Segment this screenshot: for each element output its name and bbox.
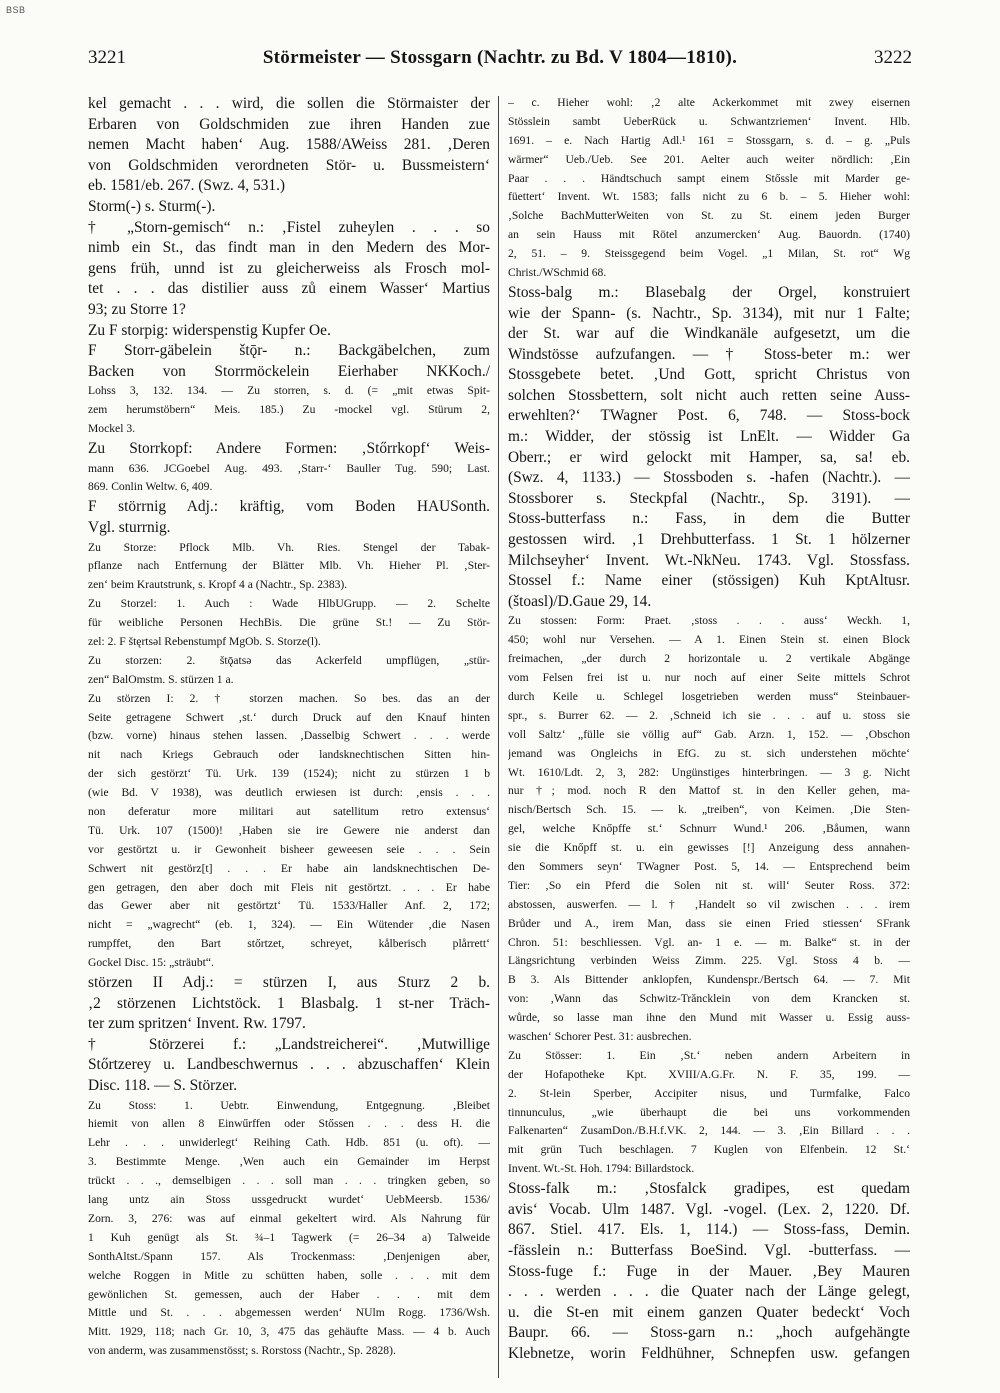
text-line: Stoss-balg m.: Blasebalg der Orgel, konstruiert bbox=[508, 283, 910, 301]
text-line: Falkenarten“ ZusamDon./B.H.f.VK. 2, 144. — 3. ‚Ein Billard . . . bbox=[508, 1124, 910, 1138]
text-line: eb. 1581/eb. 267. (Swz. 4, 531.) bbox=[88, 177, 286, 195]
text-line: Mitt. 1929, 118; nach Gr. 10, 3, 475 das gehäufte Mass. — 4 b. Auch bbox=[88, 1325, 490, 1339]
text-line: Zu Stösser: 1. Ein ‚St.‘ neben andern Arbeitern in bbox=[508, 1048, 910, 1062]
text-line: Backen von Storrmöckelein Eierhaber NKKoch./ bbox=[88, 362, 490, 380]
text-line: tet . . . das distilier auss zů einem Wasser‘ Martius bbox=[88, 280, 490, 298]
text-line: 450; wohl nur Versehen. — A 1. Einen Stein st. einen Block bbox=[508, 633, 910, 647]
text-line: Erbaren von Goldschmiden zue ihren Handen zue bbox=[88, 115, 490, 133]
text-line: (štoasl)/D.Gaue 29, 14. bbox=[508, 592, 652, 610]
text-line: nimb ein St., das findt man in den Medern des Mor- bbox=[88, 239, 490, 257]
text-line: erwehlten?‘ TWagner Post. 6, 748. — Stoss-bock bbox=[508, 407, 910, 425]
text-line: Paar . . . Händtschuch sampt einem Stőssle mit Marder ge- bbox=[508, 171, 910, 185]
text-line: Lohss 3, 132. 134. — Zu storren, s. d. (= „mit etwas Spit- bbox=[88, 384, 490, 398]
text-line: durch Keile u. Schlegel losgetrieben werden muss“ Steinbauer- bbox=[508, 689, 910, 703]
text-line: Gockel Disc. 15: „sträubt“. bbox=[88, 956, 214, 970]
page-header bbox=[88, 47, 912, 77]
text-line: (bzw. vorne) hinaus stehen lassen. ‚Dasselbig Schwert . . . werde bbox=[88, 729, 490, 743]
text-line: der sich gestörzt‘ Tü. Urk. 139 (1524); nicht zu stürzen 1 b bbox=[88, 767, 490, 781]
text-line: gen getragen, den aber doch mit Fleis nit gestörtzt. . . . Er habe bbox=[88, 880, 490, 894]
text-line: der St. war auf die Windkanäle aufgesetzt, um die bbox=[508, 325, 910, 343]
text-line: welche Roggen in Mitle zu schütten haben, solle . . . mit dem bbox=[88, 1268, 490, 1282]
text-line: nur †; mod. noch R den Mattof st. in den Keller gehen, ma- bbox=[508, 784, 910, 798]
right-text-column bbox=[508, 94, 910, 1364]
text-line: zem herumstöbern“ Meis. 185.) Zu -mockel vgl. Stürum 2, bbox=[88, 403, 490, 417]
text-line: wärmer“ Ueb./Ueb. See 201. Aelter auch weiter nördlich: ‚Ein bbox=[508, 152, 910, 166]
text-line: gestossen wird. ‚1 Drehbutterfass. 1 St. 1 hölzerner bbox=[508, 531, 910, 549]
column-divider bbox=[498, 96, 499, 1378]
text-line: Zu Stoss: 1. Uebtr. Einwendung, Entgegnung. ‚Bleibet bbox=[88, 1098, 490, 1112]
text-line: 3. Bestimmte Menge. ‚Wen auch ein Gemainder im Herpst bbox=[88, 1155, 490, 1169]
page-number-right: 3222 bbox=[874, 47, 912, 68]
text-line: trückt . . ., demselbigen . . . soll man . . . tringken geben, so bbox=[88, 1174, 490, 1188]
text-line: ‚2 störzenen Lichtstöck. 1 Blasbalg. 1 st-ner Träch- bbox=[88, 994, 490, 1012]
text-line: störzen II Adj.: = stürzen I, aus Sturz 2 b. bbox=[88, 974, 490, 992]
text-line: † „Storn-gemisch“ n.: ‚Fistel zuheylen . . . so bbox=[88, 218, 490, 236]
text-line: pflanze nach Entfernung der Blätter Mlb. Vh. Hieher Pl. ‚Ster- bbox=[88, 559, 490, 573]
text-line: waschen‘ Schorer Pest. 31: ausbrechen. bbox=[508, 1030, 692, 1043]
text-line: Zu storzen: 2. štǭatsə das Ackerfeld umpflügen, „stür- bbox=[88, 653, 490, 667]
text-line: von: ‚Wann das Schwitz-Trăncklein von dem Krancken st. bbox=[508, 992, 910, 1006]
text-line: zen‘ beim Krautstrunk, s. Kropf 4 a (Nachtr., Sp. 2383). bbox=[88, 578, 348, 592]
text-line: voll Saltz‘ „fülle sie völlig auf“ Gab. Arzn. 1, 152. — ‚Obschon bbox=[508, 727, 910, 741]
text-line: freimachen, „der durch 2 horizontale u. 2 vertikale Abgänge bbox=[508, 652, 910, 666]
text-line: Invent. Wt.-St. Hoh. 1794: Billardstock. bbox=[508, 1162, 695, 1176]
text-line: ‚Solche BachMutterWeiten von St. zu St. einem jeden Burger bbox=[508, 209, 910, 223]
text-line: Schwert nit gestörz[t] . . . Er habe ain landsknechtischen De- bbox=[88, 861, 490, 875]
text-line: zel: 2. F štęrtsəl Rebenstumpf MgOb. S. Storze(l). bbox=[88, 635, 321, 648]
text-line: Zu Storzel: 1. Auch : Wade HlbUGrupp. — 2. Schelte bbox=[88, 597, 490, 611]
text-line: Tier: ‚So ein Pferd die Solen nit st. will‘ Seuter Ross. 372: bbox=[508, 878, 910, 892]
page-number-left: 3221 bbox=[88, 47, 126, 68]
text-line: Christ./WSchmid 68. bbox=[508, 266, 607, 280]
text-line: Stossgebete betet. ‚Und Gott, spricht Christus von bbox=[508, 366, 910, 384]
text-line: 2. St-lein Sperber, Accipiter nisus, und Turmfalke, Falco bbox=[508, 1086, 910, 1100]
text-line: Oberr.; er wird gelockt mit Hamper, sa, sa! eb. bbox=[508, 448, 910, 466]
text-line: abstossen, auswerfen. — l. † ‚Handelt so vil zwischen . . . irem bbox=[508, 897, 910, 911]
text-line: Windstösse aufzufangen. — † Stoss-beter m.: wer bbox=[508, 345, 910, 363]
text-line: Chron. 51: beschliessen. Vgl. an- 1 e. — m. Balke“ st. in der bbox=[508, 935, 910, 949]
text-line: für weibliche Personen HechBis. Die grüne St.! — Zu Stör- bbox=[88, 616, 490, 630]
library-stamp: BSB bbox=[6, 5, 26, 15]
text-line: den Sommers seyn‘ TWagner Post. 5, 14. — Entsprechend beim bbox=[508, 859, 910, 873]
text-line: vom Felsen frei ist u. nur noch auf einer Seite mittels Schrot bbox=[508, 671, 910, 685]
text-line: Stoss-fuge f.: Fuge in der Mauer. ‚Bey Mauren bbox=[508, 1262, 910, 1280]
text-line: m.: Widder, der stössig ist LnElt. — Widder Ga bbox=[508, 428, 910, 446]
text-line: Stösslein sambt UeberRück u. Schwantzriemen‘ Invent. Hlb. bbox=[508, 114, 910, 128]
text-line: an sein Hauss mit Rötel anzumercken‘ Aug. Bauordn. (1740) bbox=[508, 228, 910, 242]
text-line: spr., s. Burrer 62. — 2. ‚Schneid ich sie . . . auf u. stoss sie bbox=[508, 708, 910, 722]
text-line: tinnunculus, „wie überhaupt die bei uns vorkommenden bbox=[508, 1105, 910, 1119]
text-line: Zu Storze: Pflock Mlb. Vh. Ries. Stengel der Tabak- bbox=[88, 540, 490, 554]
text-line: vor gestörtzt u. ir Gewonheit bisheer geweesen seie . . . Sein bbox=[88, 842, 490, 856]
text-line: Tü. Urk. 107 (1500)! ‚Haben sie ire Gewere nie anderst dan bbox=[88, 823, 490, 837]
text-line: Stossborer s. Steckpfal (Nachtr., Sp. 3191). — bbox=[508, 489, 910, 507]
text-line: Vgl. sturrnig. bbox=[88, 518, 171, 536]
text-line: (wie Bd. V 1938), was deutlich erwiesen ist durch: ‚ensis . . . bbox=[88, 786, 490, 800]
text-line: gewönlichen St. gemessen, auch der Haber . . . mit dem bbox=[88, 1287, 490, 1301]
text-line: Zu F storpig: widerspenstig Kupfer Oe. bbox=[88, 321, 331, 339]
text-line: Zu Storrkopf: Andere Formen: ‚Stőrrkopf‘ Weis- bbox=[88, 439, 490, 457]
text-line: nit nach Kriegs Gebrauch oder landsknechtischen Sitten hin- bbox=[88, 748, 490, 762]
text-line: nemen Macht haben‘ Aug. 1588/AWeiss 281. ‚Deren bbox=[88, 136, 490, 154]
text-line: 93; zu Storre 1? bbox=[88, 300, 186, 318]
text-line: gel, welche Knőpffe st.‘ Schnurr Wund.¹ 206. ‚Båumen, wann bbox=[508, 822, 910, 836]
text-line: Längsrichtung verbinden Weiss Zimm. 225. Vgl. Stoss 4 b. — bbox=[508, 954, 910, 968]
text-line: Stőrtzerey u. Landbeschwernus . . . abzuschaffen‘ Klein bbox=[88, 1056, 490, 1074]
text-line: Milchseyher‘ Invent. Wt.-NkNeu. 1743. Vgl. Stossfass. bbox=[508, 551, 910, 569]
text-line: mann 636. JCGoebel Aug. 493. ‚Starr-‘ Bauller Tug. 590; Last. bbox=[88, 461, 490, 475]
text-line: u. die St-en mit einem ganzen Quater bedeckt‘ Voch bbox=[508, 1303, 910, 1321]
text-line: füettert‘ Invent. Wt. 1583; falls nicht zu 6 b. – 5. Hieher wohl: bbox=[508, 190, 910, 204]
text-line: kel gemacht . . . wird, die sollen die Störmaister der bbox=[88, 95, 490, 112]
text-line: (Swz. 4, 1133.) — Stossboden s. -hafen (Nachtr.). — bbox=[508, 469, 910, 487]
text-line: -fässlein n.: Butterfass BoeSind. Vgl. -butterfass. — bbox=[508, 1241, 910, 1259]
text-line: zen“ BalOmstm. S. stürzen 1 a. bbox=[88, 672, 234, 686]
text-line: Stossel f.: Name einer (stössigen) Kuh KptAltusr. bbox=[508, 572, 910, 590]
text-line: lang untz ain Stoss ussgedruckt wurdet‘ UebMeersb. 1536/ bbox=[88, 1193, 490, 1207]
text-line: B 3. Als Bittender anklopfen, Kundenspr./Bertsch 64. — 7. Mit bbox=[508, 973, 910, 987]
text-line: Stoss-butterfass n.: Fass, in dem die Butter bbox=[508, 510, 910, 528]
text-line: avis‘ Vocab. Ulm 1487. Vgl. -vogel. (Lex. 2, 1220. Df. bbox=[508, 1200, 910, 1218]
text-line: – c. Hieher wohl: ‚2 alte Ackerkommet mit zwey eisernen bbox=[508, 96, 910, 109]
text-line: Zorn. 3, 276: was auf einmal gekeltert wird. Als Nahrung für bbox=[88, 1211, 490, 1225]
text-line: 1691. – e. Nach Hartig Adl.¹ 161 = Stossgarn, s. d. – g. „Puls bbox=[508, 133, 910, 147]
text-line: Baupr. 66. — Stoss-garn n.: „hoch aufgehängte bbox=[508, 1324, 910, 1342]
text-line: Klebnetze, worin Feldhühner, Schnepfen usw. gefangen bbox=[508, 1344, 910, 1362]
text-line: wie der Spann- (s. Nachtr., Sp. 3134), mit nur 1 Falte; bbox=[508, 304, 910, 322]
text-line: das Gewer aber nit gestörtzt‘ Tü. 1533/Haller Anf. 2, 172; bbox=[88, 899, 490, 913]
text-line: Brůder und A., irem Man, dass sie einen Fried stiessen‘ SFrank bbox=[508, 916, 910, 930]
text-line: F Storr-gäbelein štǭr- n.: Backgäbelchen, zum bbox=[88, 342, 490, 360]
text-line: von Goldschmiden verordneten Stör- u. Bussmeistern‘ bbox=[88, 156, 490, 174]
text-line: † Störzerei f.: „Landstreicherei“. ‚Mutwillige bbox=[88, 1035, 490, 1053]
text-line: sie die Knőpff st. u. ein gewisses [!] Anzeigung dess annahen- bbox=[508, 841, 910, 855]
text-line: Zu stossen: Form: Praet. ‚stoss . . . auss‘ Weckh. 1, bbox=[508, 614, 910, 628]
text-line: F störrnig Adj.: kräftig, vom Boden HAUSonth. bbox=[88, 498, 490, 516]
text-line: 869. Conlin Weltw. 6, 409. bbox=[88, 480, 213, 494]
text-line: Mockel 3. bbox=[88, 422, 136, 436]
text-line: Zu störzen I: 2. † storzen machen. So bes. das an der bbox=[88, 691, 490, 705]
text-line: nisch/Bertsch Sch. 15. — k. „treiben“, von Keimen. ‚Die Sten- bbox=[508, 803, 910, 817]
left-text-column bbox=[88, 94, 490, 1361]
text-line: Lehr . . . unwiderlegt‘ Reihing Cath. Hdb. 851 (u. oft). — bbox=[88, 1136, 490, 1150]
text-line: rumpffet, den Bart stőrtzet, schreyet, kålberisch plårrett‘ bbox=[88, 937, 490, 951]
text-line: von anderm, was zusammenstösst; s. Rorstoss (Nachtr., Sp. 2828). bbox=[88, 1344, 396, 1358]
text-line: wůrde, so lasse man ihne den Mund mit Wasser u. Essig auss- bbox=[508, 1011, 910, 1025]
text-line: non deferatur more militari aut satellitum retro extensus‘ bbox=[88, 805, 490, 819]
text-line: Storm(-) s. Sturm(-). bbox=[88, 197, 216, 215]
text-line: Stoss-falk m.: ‚Stosfalck gradipes, est quedam bbox=[508, 1180, 910, 1198]
text-line: mit grün Tuch beschlagen. 7 Kuglen von Elfenbein. 12 St.‘ bbox=[508, 1143, 910, 1157]
text-line: hiemit von allen 8 Einwűrffen oder Stőssen . . . dess H. die bbox=[88, 1117, 490, 1131]
text-line: Disc. 118. — S. Störzer. bbox=[88, 1077, 238, 1094]
text-line: gens früh, unnd ist zu gleicherweiss als Frosch mol- bbox=[88, 259, 490, 277]
text-line: . . . werden . . . die Quater nach der Länge gelegt, bbox=[508, 1283, 910, 1301]
text-line: solchen Stossbettern, solt nicht auch retten seine Auss- bbox=[508, 386, 910, 404]
text-line: Wt. 1610/Ldt. 2, 3, 282: Ungünstiges hinterbringen. — 3 g. Nicht bbox=[508, 765, 910, 779]
text-line: der Hofapotheke Kpt. XVIII/A.G.Fr. N. F. 35, 199. — bbox=[508, 1067, 910, 1081]
text-line: nicht = „wagrecht“ (eb. 1, 324). — Ein Wütender ‚die Nasen bbox=[88, 918, 490, 932]
text-line: Seite getragene Schwert ‚st.‘ durch Druck auf den Knauf hinten bbox=[88, 710, 490, 724]
running-title: Störmeister — Stossgarn (Nachtr. zu Bd. V 1804—1810). bbox=[262, 47, 738, 68]
text-line: SonthAltst./Spann 157. Als Trockenmass: ‚Denjenigen aber, bbox=[88, 1249, 490, 1263]
text-line: 867. Stiel. 417. Els. 1, 114.) — Stoss-fass, Demin. bbox=[508, 1221, 910, 1239]
text-line: ter zum spritzen‘ Invent. Rw. 1797. bbox=[88, 1015, 306, 1033]
text-line: 2, 51. – 9. Steissgegend beim Vogel. „1 Milan, St. rot“ Wg bbox=[508, 247, 910, 261]
text-line: Mittle und St. . . . abgemessen werden‘ NUlm Rogg. 1736/Wsh. bbox=[88, 1306, 490, 1320]
text-line: jemand was Ongleichs in EfG. zu st. sich understehen möchte‘ bbox=[508, 746, 910, 760]
text-line: 1 Kuh genügt als St. ¾–1 Tagwerk (= 26–34 a) Talweide bbox=[88, 1230, 490, 1244]
